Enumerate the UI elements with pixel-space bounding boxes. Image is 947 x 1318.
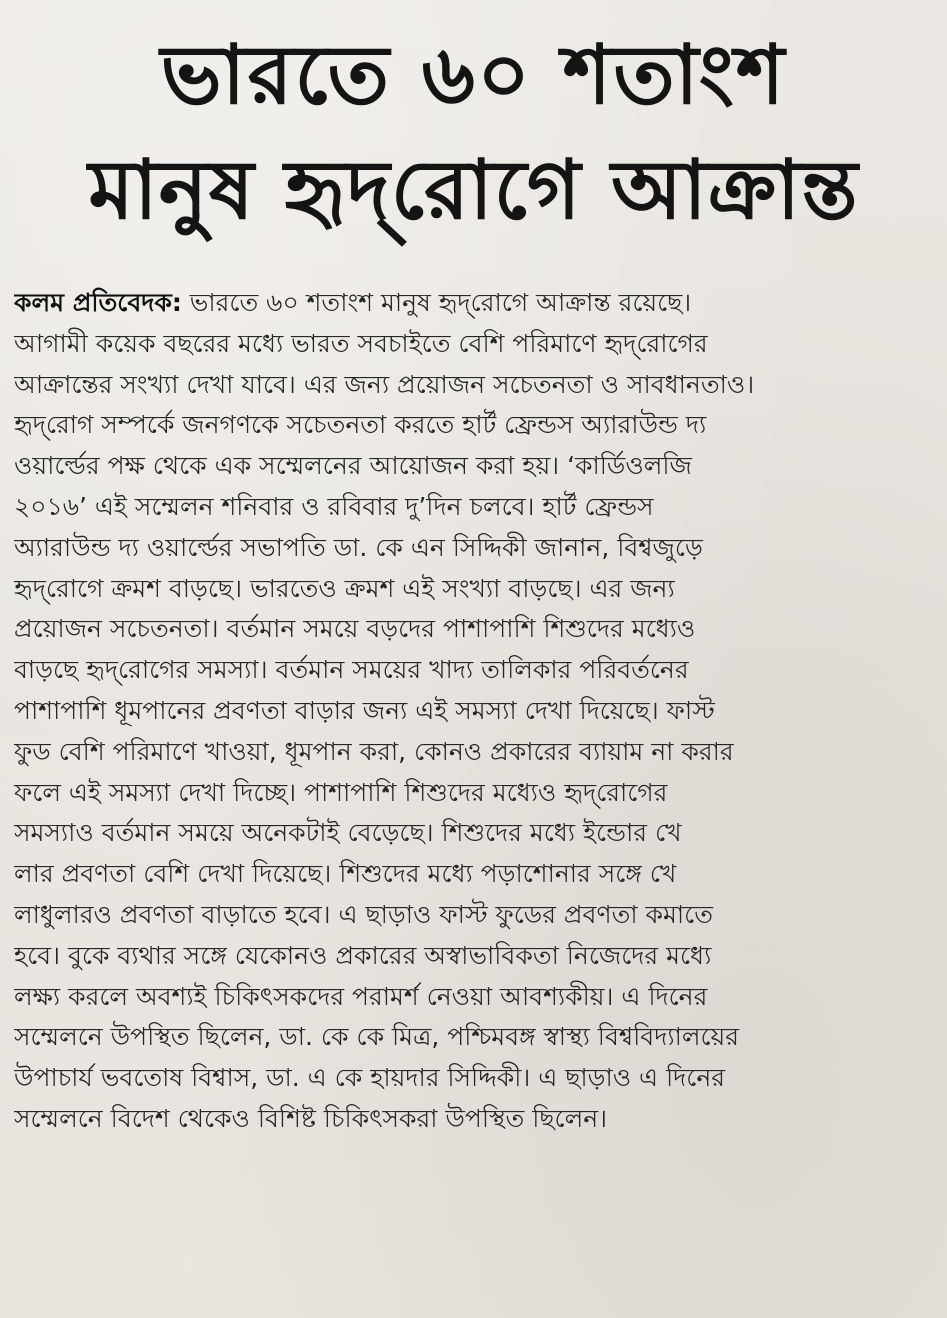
article-line: লক্ষ্য করলে অবশ্যই চিকিৎসকদের পরামর্শ নেওয়া আবশ্যকীয়। এ দিনের — [14, 981, 708, 1011]
article-line: ফুড বেশি পরিমাণে খাওয়া, ধূমপান করা, কোনও প্রকারের ব্যায়াম না করার — [14, 736, 734, 766]
headline-line-1: ভারতে ৬০ শতাংশ — [160, 28, 787, 123]
article-line: সম্মেলনে বিদেশ থেকেও বিশিষ্ট চিকিৎসকরা উপস্থিত ছিলেন। — [14, 1103, 608, 1133]
headline-line-2: মানুষ হৃদ্‌রোগে আক্রান্ত — [88, 143, 859, 238]
article-line: উপাচার্য ভবতোষ বিশ্বাস, ডা. এ কে হায়দার সিদ্দিকী। এ ছাড়াও এ দিনের — [14, 1063, 726, 1093]
article-line: সমস্যাও বর্তমান সময়ে অনেকটাই বেড়েছে। শিশুদের মধ্যে ইন্ডোর খে — [14, 818, 682, 848]
article-line: লাধুলারও প্রবণতা বাড়াতে হবে। এ ছাড়াও ফাস্ট ফুডের প্রবণতা কমাতে — [14, 899, 713, 929]
article-body — [14, 283, 936, 1140]
article-line: ওয়ার্ল্ডের পক্ষ থেকে এক সম্মেলনের আয়োজন করা হয়। ‘কার্ডিওলজি — [14, 451, 692, 481]
article-line: হৃদ্‌রোগে ক্রমশ বাড়ছে। ভারতেও ক্রমশ এই সংখ্যা বাড়ছে। এর জন্য — [14, 573, 675, 603]
article-line-text: ভারতে ৬০ শতাংশ মানুষ হৃদ্‌রোগে আক্রান্ত রয়েছে। — [181, 288, 692, 317]
article-line: আক্রান্তের সংখ্যা দেখা যাবে। এর জন্য প্রয়োজন সচেতনতা ও সাবধানতাও। — [14, 369, 755, 399]
article-line: অ্যারাউন্ড দ্য ওয়ার্ল্ডের সভাপতি ডা. কে এন সিদ্দিকী জানান, বিশ্বজুড়ে — [14, 532, 703, 562]
article-line — [14, 283, 936, 324]
article-line: বাড়ছে হৃদ্‌রোগের সমস্যা। বর্তমান সময়ের খাদ্য তালিকার পরিবর্তনের — [14, 655, 689, 685]
headline — [0, 20, 947, 250]
article-line: লার প্রবণতা বেশি দেখা দিয়েছে। শিশুদের মধ্যে পড়াশোনার সঙ্গে খে — [14, 859, 677, 889]
article-line: ২০১৬’ এই সম্মেলন শনিবার ও রবিবার দু’দিন চলবে। হার্ট ফ্রেন্ডস — [14, 491, 654, 521]
article-line: আগামী কয়েক বছরের মধ্যে ভারত সবচাইতে বেশি পরিমাণে হৃদ্‌রোগের — [14, 328, 708, 358]
article-line: পাশাপাশি ধূমপানের প্রবণতা বাড়ার জন্য এই সমস্যা দেখা দিয়েছে। ফাস্ট — [14, 695, 715, 725]
article-line: হবে। বুকে ব্যথার সঙ্গে যেকোনও প্রকারের অস্বাভাবিকতা নিজেদের মধ্যে — [14, 940, 712, 970]
article-line: প্রয়োজন সচেতনতা। বর্তমান সময়ে বড়দের পাশাপাশি শিশুদের মধ্যেও — [14, 614, 696, 644]
article-line: হৃদ্‌রোগ সম্পর্কে জনগণকে সচেতনতা করতে হার্ট ফ্রেন্ডস অ্যারাউন্ড দ্য — [14, 410, 707, 440]
byline: কলম প্রতিবেদক: — [14, 288, 182, 317]
article-line: সম্মেলনে উপস্থিত ছিলেন, ডা. কে কে মিত্র, পশ্চিমবঙ্গ স্বাস্থ্য বিশ্ববিদ্যালয়ের — [14, 1022, 739, 1052]
article-line: ফলে এই সমস্যা দেখা দিচ্ছে। পাশাপাশি শিশুদের মধ্যেও হৃদ্‌রোগের — [14, 777, 668, 807]
